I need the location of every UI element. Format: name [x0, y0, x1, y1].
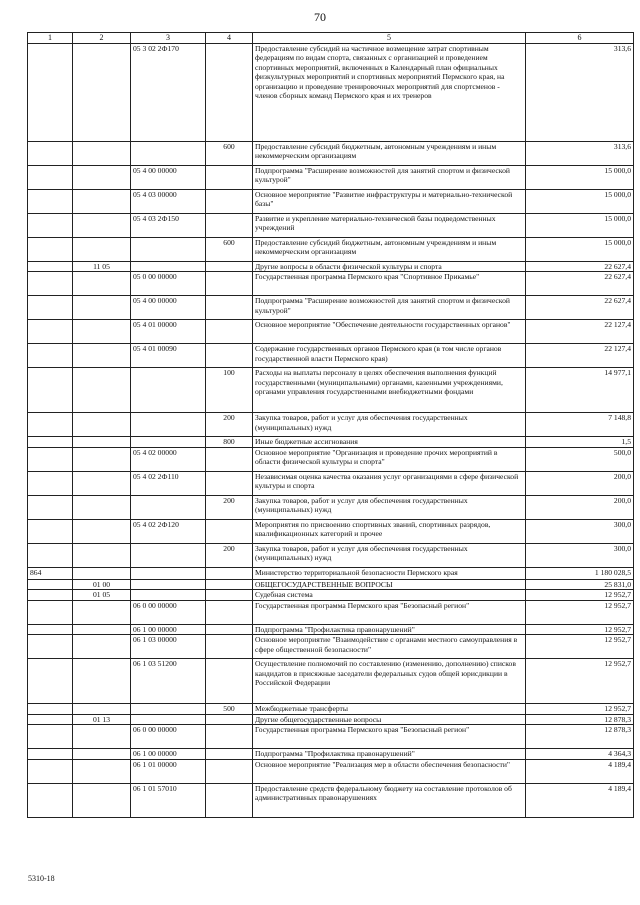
amount-cell: 22 627,4: [526, 272, 634, 296]
section-code-cell: [73, 495, 131, 519]
target-item-cell: 05 4 00 00000: [131, 166, 206, 190]
target-item-cell: [131, 437, 206, 447]
description-cell: Другие общегосударственные вопросы: [253, 714, 526, 724]
ministry-code-cell: [28, 579, 73, 589]
ministry-code-cell: [28, 44, 73, 142]
table-row: [28, 590, 634, 600]
description-cell: Подпрограмма "Расширение возможностей для занятий спортом и физической культурой": [253, 296, 526, 320]
target-item-cell: 05 3 02 2Ф170: [131, 44, 206, 142]
section-code-cell: 11 05: [73, 262, 131, 272]
amount-cell: 12 952,7: [526, 590, 634, 600]
target-item-cell: [131, 590, 206, 600]
table-row: [28, 600, 634, 624]
ministry-code-cell: [28, 759, 73, 783]
target-item-cell: 06 1 01 00000: [131, 759, 206, 783]
section-code-cell: [73, 600, 131, 624]
section-code-cell: [73, 519, 131, 543]
expense-type-cell: [206, 635, 253, 659]
table-row: [28, 519, 634, 543]
target-item-cell: 05 0 00 00000: [131, 272, 206, 296]
ministry-code-cell: [28, 471, 73, 495]
ministry-code-cell: [28, 624, 73, 634]
ministry-code-cell: [28, 519, 73, 543]
column-header: 2: [73, 33, 131, 44]
ministry-code-cell: [28, 142, 73, 166]
section-code-cell: [73, 659, 131, 704]
section-code-cell: [73, 272, 131, 296]
amount-cell: 12 952,7: [526, 659, 634, 704]
budget-table: [27, 32, 634, 818]
amount-cell: 200,0: [526, 471, 634, 495]
section-code-cell: [73, 783, 131, 817]
amount-cell: 15 000,0: [526, 166, 634, 190]
amount-cell: 15 000,0: [526, 214, 634, 238]
amount-cell: 22 627,4: [526, 296, 634, 320]
ministry-code-cell: [28, 495, 73, 519]
section-code-cell: [73, 44, 131, 142]
table-row: [28, 543, 634, 567]
section-code-cell: [73, 238, 131, 262]
ministry-code-cell: [28, 238, 73, 262]
description-cell: Предоставление субсидий на частичное возмещение затрат спортивным федерациям по видам спорта, связанных с организацией и проведением спортивных мероприятий, включенных в Календарный план официальных физкультурных мероприятий и спортивных мероприятий Пермского края, на организацию и проведение тренировочных мероприятий для спортсменов - членов сборных команд Пермского края и их тренеров: [253, 44, 526, 142]
table-row: [28, 783, 634, 817]
expense-type-cell: [206, 447, 253, 471]
expense-type-cell: [206, 749, 253, 759]
expense-type-cell: [206, 166, 253, 190]
ministry-code-cell: [28, 783, 73, 817]
description-cell: Государственная программа Пермского края "Безопасный регион": [253, 600, 526, 624]
expense-type-cell: 800: [206, 437, 253, 447]
section-code-cell: [73, 704, 131, 714]
section-code-cell: [73, 624, 131, 634]
table-row: [28, 567, 634, 579]
section-code-cell: [73, 368, 131, 413]
section-code-cell: [73, 166, 131, 190]
description-cell: Судебная система: [253, 590, 526, 600]
table-row: [28, 214, 634, 238]
ministry-code-cell: [28, 344, 73, 368]
description-cell: ОБЩЕГОСУДАРСТВЕННЫЕ ВОПРОСЫ: [253, 579, 526, 589]
target-item-cell: 05 4 03 00000: [131, 190, 206, 214]
table-row: [28, 495, 634, 519]
expense-type-cell: [206, 659, 253, 704]
description-cell: Основное мероприятие "Организация и проведение прочих мероприятий в области физической культуры и спорта": [253, 447, 526, 471]
expense-type-cell: 600: [206, 142, 253, 166]
expense-type-cell: [206, 714, 253, 724]
amount-cell: 15 000,0: [526, 238, 634, 262]
amount-cell: 300,0: [526, 519, 634, 543]
expense-type-cell: [206, 600, 253, 624]
expense-type-cell: [206, 567, 253, 579]
expense-type-cell: 200: [206, 543, 253, 567]
expense-type-cell: 500: [206, 704, 253, 714]
table-row: [28, 659, 634, 704]
amount-cell: 4 189,4: [526, 783, 634, 817]
expense-type-cell: [206, 725, 253, 749]
table-row: [28, 262, 634, 272]
target-item-cell: 06 1 03 51200: [131, 659, 206, 704]
target-item-cell: 05 4 00 00000: [131, 296, 206, 320]
table-header: [28, 33, 634, 44]
section-code-cell: [73, 413, 131, 437]
column-header: 3: [131, 33, 206, 44]
ministry-code-cell: [28, 437, 73, 447]
description-cell: Межбюджетные трансферты: [253, 704, 526, 714]
description-cell: Закупка товаров, работ и услуг для обеспечения государственных (муниципальных) нужд: [253, 543, 526, 567]
section-code-cell: [73, 214, 131, 238]
description-cell: Министерство территориальной безопасности Пермского края: [253, 567, 526, 579]
expense-type-cell: 200: [206, 413, 253, 437]
target-item-cell: 05 4 02 00000: [131, 447, 206, 471]
section-code-cell: [73, 190, 131, 214]
amount-cell: 15 000,0: [526, 190, 634, 214]
target-item-cell: [131, 495, 206, 519]
description-cell: Государственная программа Пермского края "Безопасный регион": [253, 725, 526, 749]
ministry-code-cell: [28, 413, 73, 437]
description-cell: Основное мероприятие "Взаимодействие с органами местного самоуправления в сфере общественной безопасности": [253, 635, 526, 659]
description-cell: Другие вопросы в области физической культуры и спорта: [253, 262, 526, 272]
description-cell: Независимая оценка качества оказания услуг организациями в сфере физической культуры и спорта: [253, 471, 526, 495]
description-cell: Предоставление средств федеральному бюджету на составление протоколов об административных правонарушениях: [253, 783, 526, 817]
target-item-cell: [131, 262, 206, 272]
description-cell: Государственная программа Пермского края "Спортивное Прикамье": [253, 272, 526, 296]
ministry-code-cell: [28, 272, 73, 296]
table-row: [28, 44, 634, 142]
expense-type-cell: [206, 344, 253, 368]
ministry-code-cell: [28, 190, 73, 214]
ministry-code-cell: [28, 447, 73, 471]
description-cell: Закупка товаров, работ и услуг для обеспечения государственных (муниципальных) нужд: [253, 495, 526, 519]
description-cell: Подпрограмма "Профилактика правонарушений": [253, 749, 526, 759]
table-row: [28, 759, 634, 783]
description-cell: Иные бюджетные ассигнования: [253, 437, 526, 447]
expense-type-cell: 200: [206, 495, 253, 519]
amount-cell: 12 878,3: [526, 725, 634, 749]
table-row: [28, 635, 634, 659]
expense-type-cell: [206, 579, 253, 589]
amount-cell: 1,5: [526, 437, 634, 447]
amount-cell: 12 952,7: [526, 635, 634, 659]
expense-type-cell: [206, 296, 253, 320]
description-cell: Предоставление субсидий бюджетным, автономным учреждениям и иным некоммерческим организациям: [253, 142, 526, 166]
ministry-code-cell: [28, 262, 73, 272]
expense-type-cell: [206, 759, 253, 783]
footer-code: 5310-18: [28, 874, 55, 883]
column-header: 5: [253, 33, 526, 44]
ministry-code-cell: [28, 166, 73, 190]
description-cell: Мероприятия по присвоению спортивных званий, спортивных разрядов, квалификационных категорий и прочее: [253, 519, 526, 543]
target-item-cell: 06 1 00 00000: [131, 624, 206, 634]
table-row: [28, 624, 634, 634]
table-row: [28, 579, 634, 589]
target-item-cell: 06 1 03 00000: [131, 635, 206, 659]
section-code-cell: [73, 759, 131, 783]
amount-cell: 500,0: [526, 447, 634, 471]
column-header: 4: [206, 33, 253, 44]
amount-cell: 4 189,4: [526, 759, 634, 783]
target-item-cell: [131, 704, 206, 714]
target-item-cell: 06 1 00 00000: [131, 749, 206, 759]
target-item-cell: [131, 413, 206, 437]
amount-cell: 12 952,7: [526, 624, 634, 634]
target-item-cell: 06 0 00 00000: [131, 600, 206, 624]
ministry-code-cell: 864: [28, 567, 73, 579]
ministry-code-cell: [28, 590, 73, 600]
table-row: [28, 166, 634, 190]
section-code-cell: [73, 725, 131, 749]
amount-cell: 300,0: [526, 543, 634, 567]
table-row: [28, 447, 634, 471]
description-cell: Расходы на выплаты персоналу в целях обеспечения выполнения функций государственными (муниципальными) органами, казенными учреждениями, органами управления государственными внебюджетными фондами: [253, 368, 526, 413]
description-cell: Развитие и укрепление материально-технической базы подведомственных учреждений: [253, 214, 526, 238]
description-cell: Содержание государственных органов Пермского края (в том числе органов государственной власти Пермского края): [253, 344, 526, 368]
expense-type-cell: [206, 272, 253, 296]
ministry-code-cell: [28, 296, 73, 320]
expense-type-cell: [206, 471, 253, 495]
table-row: [28, 725, 634, 749]
ministry-code-cell: [28, 749, 73, 759]
target-item-cell: 05 4 01 00090: [131, 344, 206, 368]
section-code-cell: [73, 749, 131, 759]
description-cell: Основное мероприятие "Обеспечение деятельности государственных органов": [253, 320, 526, 344]
table-row: [28, 368, 634, 413]
amount-cell: 22 627,4: [526, 262, 634, 272]
table-row: [28, 471, 634, 495]
target-item-cell: [131, 567, 206, 579]
section-code-cell: 01 05: [73, 590, 131, 600]
amount-cell: 12 952,7: [526, 704, 634, 714]
ministry-code-cell: [28, 704, 73, 714]
amount-cell: 200,0: [526, 495, 634, 519]
amount-cell: 14 977,1: [526, 368, 634, 413]
target-item-cell: 06 0 00 00000: [131, 725, 206, 749]
table-row: [28, 238, 634, 262]
description-cell: Основное мероприятие "Развитие инфраструктуры и материально-технической базы": [253, 190, 526, 214]
target-item-cell: 05 4 03 2Ф150: [131, 214, 206, 238]
section-code-cell: [73, 447, 131, 471]
table-row: [28, 142, 634, 166]
expense-type-cell: 100: [206, 368, 253, 413]
amount-cell: 22 127,4: [526, 344, 634, 368]
amount-cell: 25 831,0: [526, 579, 634, 589]
expense-type-cell: [206, 320, 253, 344]
ministry-code-cell: [28, 725, 73, 749]
expense-type-cell: [206, 214, 253, 238]
section-code-cell: [73, 437, 131, 447]
expense-type-cell: [206, 519, 253, 543]
table-row: [28, 190, 634, 214]
target-item-cell: 06 1 01 57010: [131, 783, 206, 817]
amount-cell: 313,6: [526, 142, 634, 166]
section-code-cell: [73, 543, 131, 567]
expense-type-cell: [206, 783, 253, 817]
section-code-cell: 01 13: [73, 714, 131, 724]
section-code-cell: [73, 635, 131, 659]
section-code-cell: [73, 296, 131, 320]
expense-type-cell: 600: [206, 238, 253, 262]
table-row: [28, 320, 634, 344]
section-code-cell: [73, 344, 131, 368]
ministry-code-cell: [28, 320, 73, 344]
ministry-code-cell: [28, 214, 73, 238]
amount-cell: 4 364,3: [526, 749, 634, 759]
amount-cell: 12 952,7: [526, 600, 634, 624]
target-item-cell: [131, 579, 206, 589]
target-item-cell: 05 4 01 00000: [131, 320, 206, 344]
ministry-code-cell: [28, 659, 73, 704]
table-row: [28, 704, 634, 714]
description-cell: Подпрограмма "Расширение возможностей для занятий спортом и физической культурой": [253, 166, 526, 190]
table-row: [28, 714, 634, 724]
page-number: 70: [314, 10, 326, 24]
expense-type-cell: [206, 262, 253, 272]
ministry-code-cell: [28, 543, 73, 567]
ministry-code-cell: [28, 368, 73, 413]
table-body: [28, 44, 634, 818]
description-cell: Осуществление полномочий по составлению (изменению, дополнению) списков кандидатов в присяжные заседатели федеральных судов общей юрисдикции в Российской Федерации: [253, 659, 526, 704]
target-item-cell: [131, 238, 206, 262]
target-item-cell: [131, 543, 206, 567]
expense-type-cell: [206, 590, 253, 600]
section-code-cell: [73, 320, 131, 344]
target-item-cell: 05 4 02 2Ф110: [131, 471, 206, 495]
expense-type-cell: [206, 190, 253, 214]
expense-type-cell: [206, 44, 253, 142]
table-row: [28, 272, 634, 296]
amount-cell: 313,6: [526, 44, 634, 142]
ministry-code-cell: [28, 635, 73, 659]
column-header: 6: [526, 33, 634, 44]
target-item-cell: [131, 368, 206, 413]
amount-cell: 12 878,3: [526, 714, 634, 724]
description-cell: Основное мероприятие "Реализация мер в области обеспечения безопасности": [253, 759, 526, 783]
amount-cell: 1 180 028,5: [526, 567, 634, 579]
expense-type-cell: [206, 624, 253, 634]
target-item-cell: [131, 142, 206, 166]
description-cell: Закупка товаров, работ и услуг для обеспечения государственных (муниципальных) нужд: [253, 413, 526, 437]
description-cell: Подпрограмма "Профилактика правонарушений": [253, 624, 526, 634]
section-code-cell: 01 00: [73, 579, 131, 589]
ministry-code-cell: [28, 714, 73, 724]
amount-cell: 22 127,4: [526, 320, 634, 344]
ministry-code-cell: [28, 600, 73, 624]
column-header: 1: [28, 33, 73, 44]
table-row: [28, 413, 634, 437]
table-row: [28, 437, 634, 447]
table-row: [28, 749, 634, 759]
section-code-cell: [73, 567, 131, 579]
target-item-cell: 05 4 02 2Ф120: [131, 519, 206, 543]
section-code-cell: [73, 142, 131, 166]
table-row: [28, 344, 634, 368]
table-row: [28, 296, 634, 320]
section-code-cell: [73, 471, 131, 495]
amount-cell: 7 148,8: [526, 413, 634, 437]
description-cell: Предоставление субсидий бюджетным, автономным учреждениям и иным некоммерческим организациям: [253, 238, 526, 262]
target-item-cell: [131, 714, 206, 724]
